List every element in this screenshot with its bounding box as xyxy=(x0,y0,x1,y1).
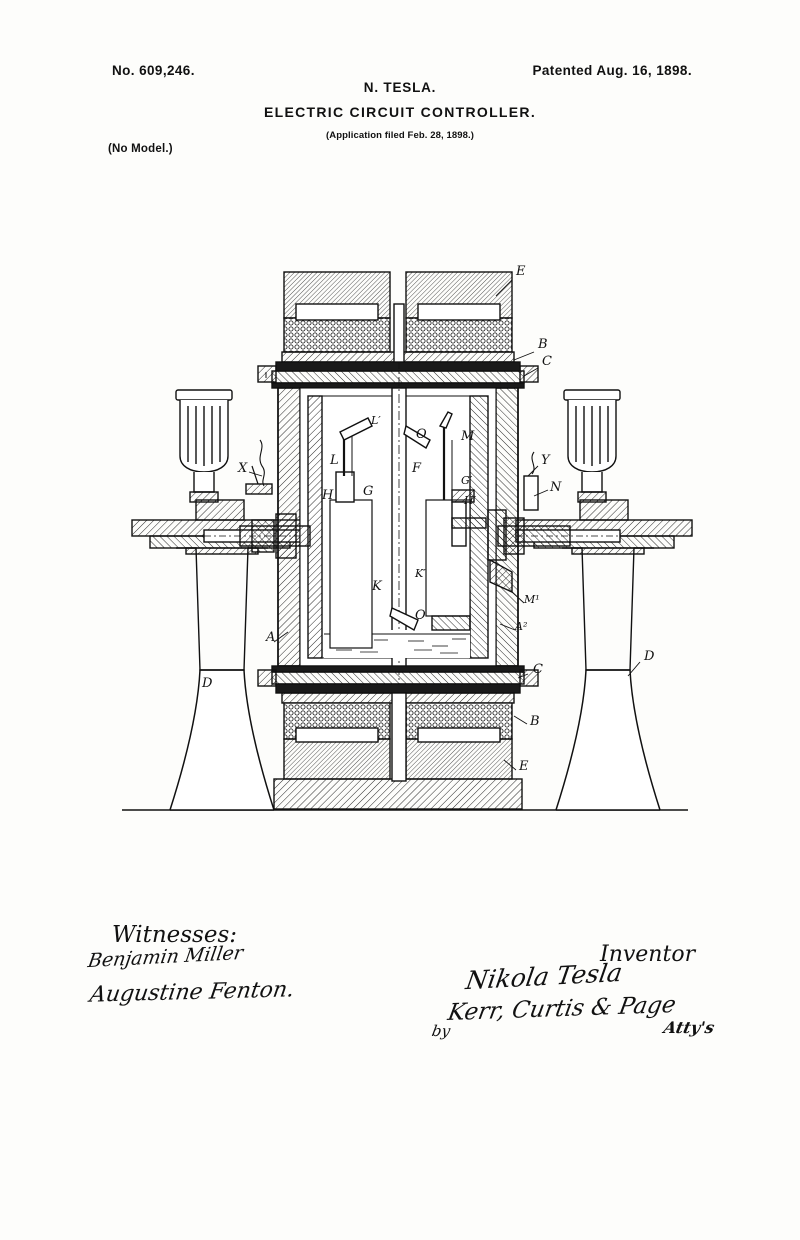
inventor-label: Inventor xyxy=(600,942,696,967)
ref-label-L: L xyxy=(330,453,339,468)
ref-label-K: K xyxy=(372,579,382,594)
ref-label-F: F xyxy=(412,461,422,476)
ref-label-E-top: E xyxy=(516,264,526,279)
ref-label-X: X xyxy=(238,461,248,476)
ref-label-C-bottom: C xyxy=(533,662,543,677)
ref-label-H-prime: H′ xyxy=(464,494,477,507)
ref-label-E-bottom: E xyxy=(519,759,529,774)
ref-label-M1: M¹ xyxy=(524,593,540,606)
ref-label-O-top: O xyxy=(416,427,427,442)
application-filed: (Application filed Feb. 28, 1898.) xyxy=(325,130,475,141)
patent-number: No. 609,246. xyxy=(112,63,195,78)
ref-label-H: H xyxy=(322,488,334,503)
ref-label-M: M xyxy=(461,429,475,444)
ref-label-K-prime: K′ xyxy=(415,567,426,580)
ref-label-G-prime: G′ xyxy=(461,474,473,487)
ref-label-D-right: D xyxy=(644,649,655,664)
ref-label-L-prime: L′ xyxy=(371,414,381,427)
attorneys-signature: Kerr, Curtis & Page xyxy=(445,991,678,1027)
ref-label-N: N xyxy=(550,480,562,495)
ref-label-Y: Y xyxy=(541,453,550,468)
ref-label-C-top: C xyxy=(542,354,552,369)
patented-date: Patented Aug. 16, 1898. xyxy=(532,63,692,78)
ref-label-G: G xyxy=(363,484,374,499)
ref-label-B-bottom: B xyxy=(530,714,540,729)
witnesses-label: Witnesses: xyxy=(112,922,238,948)
ref-label-D-left: D xyxy=(202,676,213,691)
signature-block xyxy=(0,900,800,1080)
by-label: by xyxy=(430,1022,452,1040)
ref-label-B-top: B xyxy=(538,337,548,352)
ref-label-O-bottom: O xyxy=(415,608,426,623)
inventor-signature: Nikola Tesla xyxy=(463,957,625,996)
page-title: ELECTRIC CIRCUIT CONTROLLER. xyxy=(263,104,537,120)
witness-signature-2: Augustine Fenton. xyxy=(88,977,296,1008)
inventor-name-header: N. TESLA. xyxy=(363,80,437,95)
witness-signature-1: Benjamin Miller xyxy=(86,941,245,973)
ref-label-A2: A² xyxy=(515,620,528,633)
ref-label-A: A xyxy=(266,630,276,645)
no-model-note: (No Model.) xyxy=(108,143,173,155)
patent-drawing xyxy=(0,200,800,840)
attys-label: Atty's xyxy=(661,1018,717,1037)
